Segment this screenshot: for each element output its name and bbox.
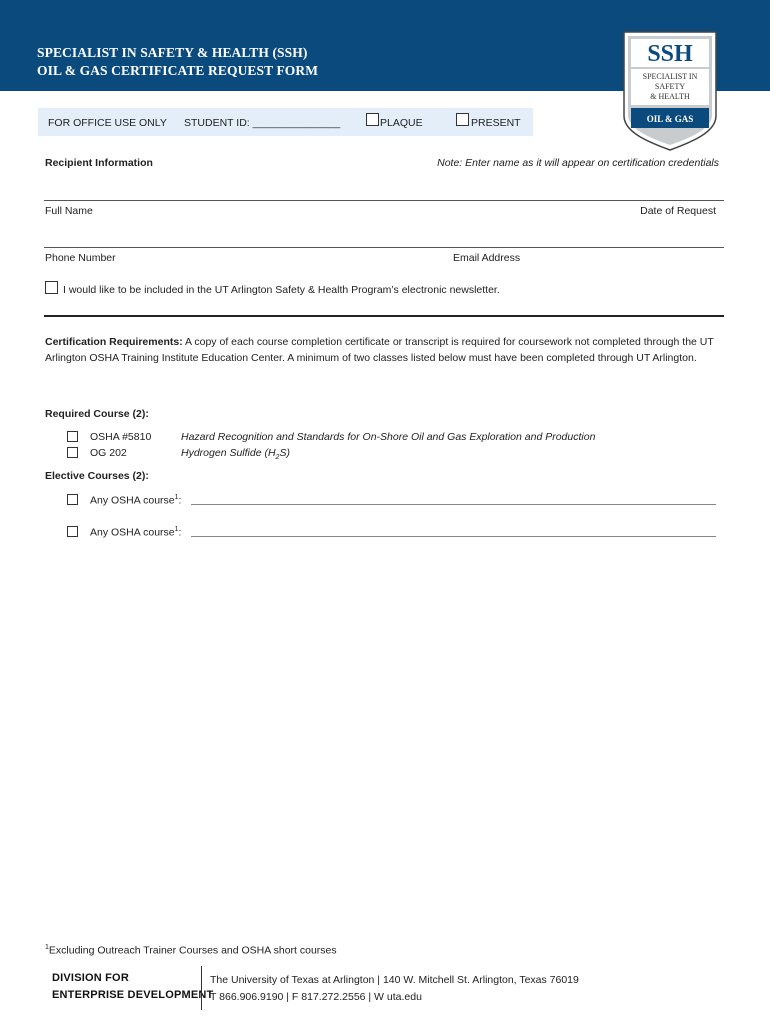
ssh-oil-gas-badge <box>622 30 718 152</box>
badge-line3: & HEALTH <box>650 92 690 101</box>
required-course-checkbox-2[interactable] <box>67 447 78 458</box>
elective-course-label-1 <box>90 494 181 507</box>
required-course-title-2-main: Hydrogen Sulfide (H <box>181 447 276 459</box>
badge-line1: SPECIALIST IN <box>642 72 698 81</box>
badge-line2: SAFETY <box>654 82 686 91</box>
full-name-line[interactable] <box>44 200 724 201</box>
footer-contact <box>210 972 579 1006</box>
office-use-bar <box>38 108 533 136</box>
elective-course-label-2 <box>90 526 181 539</box>
required-course-checkbox-1[interactable] <box>67 431 78 442</box>
requirements-text: A copy of each course completion certificate or transcript is required for coursework not completed through the UT Arlington OSHA Training Institute Education Center. A minimum of two classes listed below must have been completed through UT Arlington. <box>45 336 714 364</box>
elective-courses-heading: Elective Courses (2): <box>45 470 149 482</box>
required-course-title-2-end: S) <box>279 447 290 459</box>
certification-requirements <box>45 334 715 366</box>
newsletter-checkbox[interactable] <box>45 281 58 294</box>
full-name-label: Full Name <box>45 205 93 217</box>
division-line2: ENTERPRISE DEVELOPMENT <box>52 989 214 1001</box>
required-course-title-2-sub: 2 <box>275 454 280 462</box>
student-id-field[interactable]: STUDENT ID: _______________ <box>184 117 341 129</box>
elective-course-suffix-1: : <box>178 494 182 507</box>
footer-address: The University of Texas at Arlington | 140 W. Mitchell St. Arlington, Texas 76019 <box>210 974 579 986</box>
footnote-sup: 1 <box>45 944 49 951</box>
office-use-label: FOR OFFICE USE ONLY <box>48 117 167 129</box>
footnote <box>45 944 337 957</box>
elective-course-input-1[interactable] <box>191 504 716 505</box>
newsletter-label: I would like to be included in the UT Arlington Safety & Health Program’s electronic newsletter. <box>63 284 500 296</box>
form-title-line1: SPECIALIST IN SAFETY & HEALTH (SSH) <box>37 45 308 60</box>
elective-course-text-1: Any OSHA course <box>90 494 175 507</box>
email-label: Email Address <box>453 252 521 264</box>
division-logo-text <box>52 970 213 1004</box>
form-title <box>37 44 318 80</box>
elective-course-checkbox-1[interactable] <box>67 494 78 505</box>
elective-course-checkbox-2[interactable] <box>67 526 78 537</box>
form-title-line2: OIL & GAS CERTIFICATE REQUEST FORM <box>37 63 319 78</box>
required-course-heading: Required Course (2): <box>45 408 149 420</box>
required-course-title-2 <box>181 447 290 461</box>
required-course-title-1: Hazard Recognition and Standards for On-Shore Oil and Gas Exploration and Production <box>181 431 596 443</box>
phone-label: Phone Number <box>45 252 116 264</box>
required-course-code-2: OG 202 <box>90 447 127 459</box>
plaque-checkbox[interactable] <box>366 113 379 126</box>
phone-email-line[interactable] <box>44 247 724 248</box>
present-checkbox[interactable] <box>456 113 469 126</box>
elective-course-sup-1: 1 <box>174 494 179 501</box>
badge-bottom: OIL & GAS <box>646 114 694 124</box>
elective-course-text-2: Any OSHA course <box>90 526 175 539</box>
plaque-label: PLAQUE <box>380 117 423 129</box>
elective-course-input-2[interactable] <box>191 536 716 537</box>
badge-abbr: SSH <box>647 41 693 67</box>
section-divider <box>44 315 724 317</box>
present-label: PRESENT <box>471 117 521 129</box>
requirements-label: Certification Requirements: <box>45 336 183 348</box>
footer-separator <box>201 966 202 1010</box>
recipient-heading: Recipient Information <box>45 157 153 169</box>
required-course-code-1: OSHA #5810 <box>90 431 152 443</box>
date-of-request-label: Date of Request <box>640 205 716 217</box>
elective-course-suffix-2: : <box>178 526 182 539</box>
footnote-text: Excluding Outreach Trainer Courses and OSHA short courses <box>48 944 337 957</box>
recipient-note: Note: Enter name as it will appear on certification credentials <box>437 157 719 169</box>
footer-phone-web: T 866.906.9190 | F 817.272.2556 | W uta.edu <box>210 991 422 1003</box>
division-line1: DIVISION FOR <box>52 972 129 984</box>
elective-course-sup-2: 1 <box>174 526 179 533</box>
